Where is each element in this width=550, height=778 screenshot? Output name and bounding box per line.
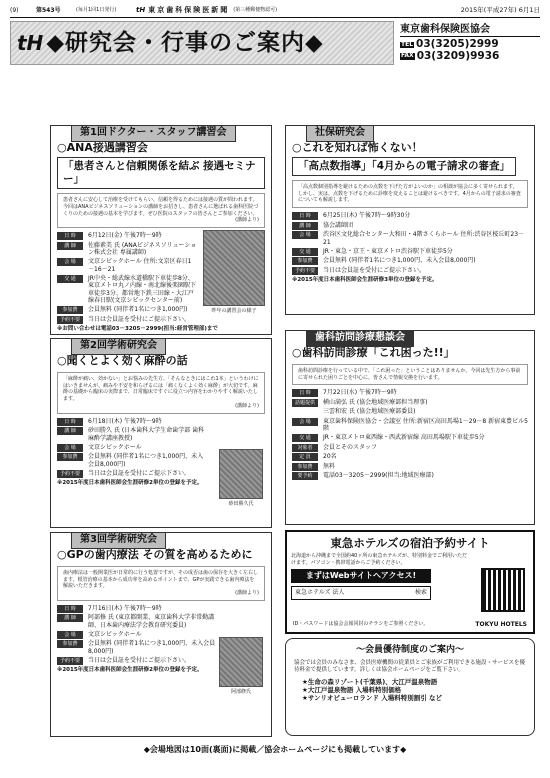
- detail-row: [292, 389, 528, 397]
- lecturer-photo: [219, 449, 263, 499]
- detail-row: [57, 275, 197, 305]
- detail-value: 会員無料 (同伴者1名につき1,000円、未入会員8,000円): [88, 640, 216, 655]
- detail-row: [292, 222, 528, 230]
- issue-frequency: (毎月1回1日発行): [76, 7, 117, 14]
- detail-row: [57, 444, 207, 452]
- paper-logo: tH: [136, 6, 146, 15]
- event-details: [292, 389, 528, 480]
- detail-row: [57, 631, 217, 639]
- detail-row: [292, 399, 528, 407]
- section-header: 社保研究会: [306, 125, 374, 142]
- detail-value: 砂田勝久 氏 (日本歯科大学生命歯学部 歯科麻酔学講座教授): [88, 427, 205, 442]
- event-details: [57, 232, 197, 324]
- mail-permit: (第三種郵便物認可): [233, 7, 278, 14]
- detail-label: 参加費: [57, 453, 83, 461]
- fax-label: FAX: [401, 52, 414, 60]
- hotel-ad: [285, 530, 535, 634]
- detail-value: 当日は会員証を受付にご提示下さい。: [88, 656, 191, 664]
- description-text: 「麻酔が痛い、効かない」とお悩みの先生方、「そんなときにはこれ1本」というわけにはいきませんが、痛みや不安を和らげるには「痛くなくよく効く麻酔」が大切です。麻酔の基礎から臨床の実際まで、日常臨床ですぐに役立つ内容をわかりやすく解説いたします。: [63, 375, 259, 402]
- detail-row: [57, 453, 207, 468]
- detail-label: 会 場: [292, 418, 318, 426]
- benefits-list: [302, 678, 526, 703]
- association-logo: tH: [17, 30, 44, 55]
- detail-label: 話題提供: [292, 399, 318, 407]
- detail-value: JR・東急・京王・東京メトロ渋谷駅下車徒歩5分: [323, 247, 453, 255]
- ad-text: 北海道から沖縄まで全国約40ヶ所の東急ホテルズが、特別料金でご利用いただけます。パソコン・携帯電話からご予約ください。: [291, 553, 467, 566]
- detail-row: [292, 257, 528, 265]
- detail-label: 講 師: [57, 614, 83, 622]
- detail-row: [57, 605, 217, 613]
- search-query: 東急ホテルズ 法人: [295, 589, 345, 597]
- detail-label: 交 通: [292, 248, 318, 256]
- event-description: [57, 193, 265, 228]
- detail-label: [292, 408, 318, 416]
- event-details: [57, 605, 217, 665]
- detail-row: [292, 463, 528, 471]
- event-description: [57, 372, 265, 414]
- seminar-photo: [203, 230, 265, 306]
- section-header: 第2回学術研究会: [71, 338, 166, 355]
- event-details: [57, 418, 207, 478]
- detail-label: 日 時: [292, 212, 318, 220]
- detail-label: 定 員: [292, 453, 318, 461]
- detail-label: 要予約: [292, 472, 318, 480]
- description-signature: (講師より): [235, 217, 259, 224]
- detail-label: 予約不要: [57, 470, 83, 478]
- section-home-visit: [285, 330, 535, 525]
- detail-row: [292, 212, 528, 220]
- detail-label: 日 時: [292, 389, 318, 397]
- detail-value: 6月25日(木) 午後7時～9時30分: [323, 212, 411, 220]
- detail-label: 日 時: [57, 232, 83, 240]
- detail-value: 会員とそのスタッフ: [323, 443, 378, 451]
- search-box: [291, 586, 431, 600]
- contact-note: ※お問い合わせは電話03－3205－2999(担当:経営管理部)まで: [57, 325, 218, 332]
- detail-value: 電話03－3205－2999(担当:地域医療部): [323, 472, 434, 480]
- description-text: 「高点数個別指導を避けるための点数を下げた方がよいのか」の相談が協会に多く寄せられます。しかし、実は、点数を下げるために診療を変えることは避けるべきです。4月からの電子請求の審査についても解説します。: [298, 183, 521, 204]
- event-title: 「患者さんと信頼関係を結ぶ 接遇セミナー」: [57, 157, 265, 189]
- detail-value: 当日は会員証を受付にご提示下さい。: [88, 469, 191, 477]
- title-band: [10, 21, 540, 65]
- benefit-item: ★大江戸温泉物語 入場料特別価格: [302, 685, 402, 694]
- detail-row: [57, 316, 197, 324]
- detail-row: [292, 248, 528, 256]
- detail-label: 会 場: [57, 444, 83, 452]
- detail-row: [292, 444, 528, 452]
- detail-row: [292, 231, 528, 246]
- detail-value: 三雲和宏 氏 (協会地域医療部委員): [323, 408, 416, 416]
- event-description: [292, 364, 528, 386]
- detail-value: 文京シビックホール: [88, 443, 142, 451]
- ad-cta: まずはWebサイトへアクセス!: [291, 569, 431, 583]
- detail-row: [57, 232, 197, 240]
- event-subtitle: ○歯科訪問診療「これ困った!!」: [292, 346, 455, 359]
- detail-row: [57, 258, 197, 273]
- description-text: 歯科訪問診療を行っている中で、「これ困った」ということはありませんか。今回は先生方から事前に寄せられた困りごとを中心に、皆さんで情報交換を行います。: [298, 367, 521, 381]
- ad-footer: [293, 621, 527, 629]
- detail-label: 参加費: [292, 257, 318, 265]
- detail-row: [57, 418, 207, 426]
- event-title: 「高点数指導」「4月からの電子請求の審査」: [292, 157, 516, 176]
- masthead: [10, 4, 540, 18]
- detail-row: [57, 242, 197, 257]
- detail-label: 予約不要: [57, 316, 83, 324]
- description-signature: (講師より): [235, 402, 259, 409]
- detail-row: [57, 306, 197, 314]
- section-header: 歯科訪問診療懇談会: [306, 330, 414, 347]
- detail-row: [292, 408, 528, 416]
- detail-row: [57, 427, 207, 442]
- detail-row: [57, 470, 207, 478]
- paper-name: 東京歯科保険医新聞: [148, 6, 230, 15]
- detail-value: JR中央・総武線水道橋駅下車徒歩8分、東京メトロ丸ノ内線・南北線後楽園駅下車徒歩3分、都営地下鉄三田線・大江戸線春日駅(文京シビックセンター前): [88, 274, 197, 304]
- page-title: ◆研究会・行事のご案内◆: [46, 29, 324, 56]
- issue-number: 第543号: [36, 6, 61, 14]
- benefit-item: ★サンリオピューロランド 入場料特別割引 など: [302, 694, 442, 703]
- association-name: 東京歯科保険医協会: [400, 24, 540, 38]
- description-signature: (講師より): [235, 590, 259, 596]
- detail-value: 阿部修 氏 (東京都開業、東京歯科大学非常勤講師、日本歯内療法学会教育研究委員): [88, 614, 215, 629]
- detail-value: 東京歯科保険医協会・会議室 住所:新宿区高田馬場1－29－8 新宿東豊ビル5階: [323, 417, 528, 433]
- detail-label: 日 時: [57, 605, 83, 613]
- ad-id-note: ID・パスワードは協会会報同封のチラシをご参照ください。: [293, 620, 429, 627]
- detail-label: 講 師: [57, 242, 83, 250]
- benefit-item: ★生命の森リゾート(千葉県)、大江戸温泉物語: [302, 677, 438, 686]
- detail-value: 横山満弘 氏 (協会地域医療部担当理事): [323, 398, 428, 406]
- detail-value: 会員無料 (同伴者1名につき1,000円、未入会員8,000円): [323, 257, 476, 265]
- detail-label: 参加費: [57, 640, 83, 648]
- detail-value: 当日は会員証を受付にご提示下さい。: [323, 266, 426, 274]
- event-subtitle: ○ANA接遇講習会: [57, 141, 148, 154]
- publication-date: 2015年(平成27年) 6月1日: [460, 6, 540, 15]
- detail-value: 佐藤素美 氏 (ANAビジネスソリューション株式会社 専属講師): [88, 241, 197, 256]
- event-subtitle: ○GPの歯内療法 その質を高めるために: [57, 548, 253, 561]
- ad-title: 東急ホテルズの宿泊予約サイト: [330, 536, 490, 550]
- description-text: 歯内療法は一般開業医が日常的に行う処置ですが、その成否は歯の保存を大きく左右します。根管治療の基本から成功率を高めるポイントまで、GPが実践できる歯内療法を解説いただきます。: [63, 569, 259, 590]
- description-text: 患者さんに安心して治療を受けてもらい、信頼を得るためには接遇の質が問われます。今回はANAビジネスソリューションの講師をお招きし、患者さんに選ばれる歯科医院づくりのための接遇の基本を学びます。ぜひ医院のスタッフの皆さんとご参加ください。: [63, 197, 259, 217]
- credit-note: ※2015年度日本歯科医師会生涯研修2単位の登録を予定。: [57, 666, 203, 673]
- credit-note: ※2015年度日本歯科医師会生涯研修3単位の登録を予定。: [292, 276, 438, 283]
- lecturer-photo: [219, 637, 263, 687]
- event-subtitle: ○聞くとよく効く麻酔の話: [57, 354, 188, 367]
- photo-caption: 阿部修氏: [230, 689, 251, 695]
- detail-value: 当日は会員証を受付にご提示下さい。: [88, 315, 191, 323]
- credit-note: ※2015年度日本歯科医師会生涯研修2単位の登録を予定。: [57, 479, 203, 486]
- event-subtitle: ○これを知れば怖くない！: [292, 141, 423, 154]
- detail-value: 7月16日(木) 午後7時～9時: [88, 604, 162, 612]
- detail-label: 交 通: [57, 275, 83, 283]
- tel-number: 03(3205)2999: [416, 38, 499, 51]
- footer-notice: ◆会場地図は10面(裏面)に掲載／協会ホームページにも掲載しています◆: [143, 745, 407, 754]
- detail-row: [292, 453, 528, 461]
- detail-label: 対象者: [292, 444, 318, 452]
- qr-code: [481, 568, 525, 612]
- detail-value: 会員無料 (同伴者1名につき1,000円、未入会員8,000円): [88, 453, 204, 468]
- photo-caption: 昨年の講習会の様子: [211, 308, 257, 314]
- photo-caption: 砂田勝久氏: [228, 501, 254, 507]
- detail-label: 会 場: [57, 258, 83, 266]
- detail-value: 無料: [323, 462, 336, 470]
- detail-label: 参加費: [292, 463, 318, 471]
- event-description: [57, 566, 265, 601]
- page-title-banner: [10, 21, 394, 65]
- detail-row: [57, 640, 217, 655]
- benefits-text: 協会では会員のみなさま、会員医療機関の従業員とご家族がご利用できる施設・サービスを優待料金で提供しています。詳しくは協会ホームページをご覧下さい。: [294, 660, 526, 674]
- tokyu-logo: TOKYU HOTELS: [475, 620, 527, 628]
- detail-row: [292, 418, 528, 433]
- detail-row: [57, 614, 217, 629]
- detail-value: 渋谷区文化総合センター大和田・4階さくらホール 住所:渋谷区桜丘町23－21: [323, 231, 525, 246]
- detail-value: 7月22日(水) 午後7時～9時: [323, 389, 397, 397]
- member-benefits: [285, 638, 535, 736]
- benefits-title: ～会員優待制度のご案内～: [355, 645, 464, 655]
- detail-value: 協会講師団: [323, 221, 354, 229]
- search-button-label: 検索: [414, 589, 427, 597]
- detail-label: 日 時: [57, 418, 83, 426]
- detail-value: 文京シビックホール 住所:文京区春日1－16－21: [88, 258, 192, 273]
- detail-label: 予約不要: [292, 267, 318, 275]
- page-number: (9): [10, 6, 19, 14]
- tel-label: TEL: [401, 40, 414, 48]
- detail-label: 会 場: [292, 231, 318, 239]
- event-description: [292, 180, 528, 208]
- section-header: 第3回学術研究会: [71, 532, 166, 549]
- detail-value: 文京シビックホール: [88, 630, 142, 638]
- event-details: [292, 212, 528, 275]
- section-anesthesia: [50, 338, 272, 528]
- detail-value: 20名: [323, 453, 337, 461]
- section-ana-seminar: [50, 125, 272, 335]
- section-header: 第1回ドクター・スタッフ講習会: [71, 125, 236, 142]
- detail-value: 6月18日(木) 午後7時～9時: [88, 417, 162, 425]
- detail-row: [57, 657, 217, 665]
- detail-label: 交 通: [292, 434, 318, 442]
- detail-row: [292, 267, 528, 275]
- detail-label: 予約不要: [57, 657, 83, 665]
- association-contact: [394, 21, 540, 65]
- detail-row: [292, 472, 528, 480]
- detail-row: [292, 434, 528, 442]
- detail-value: 6月12日(金) 午後7時～9時: [88, 232, 162, 239]
- detail-value: JR・東京メトロ東西線・西武新宿線 高田馬場駅下車徒歩5分: [323, 434, 485, 442]
- section-insurance-study: [285, 125, 535, 315]
- detail-label: 参加費: [57, 306, 83, 314]
- detail-label: 会 場: [57, 631, 83, 639]
- section-endodontics: [50, 532, 272, 737]
- fax-line: [400, 51, 540, 63]
- detail-label: 講 師: [292, 222, 318, 230]
- detail-label: 講 師: [57, 427, 83, 435]
- detail-value: 会員無料 (同伴者1名につき1,000円): [88, 306, 188, 313]
- fax-number: 03(3209)9936: [416, 49, 500, 62]
